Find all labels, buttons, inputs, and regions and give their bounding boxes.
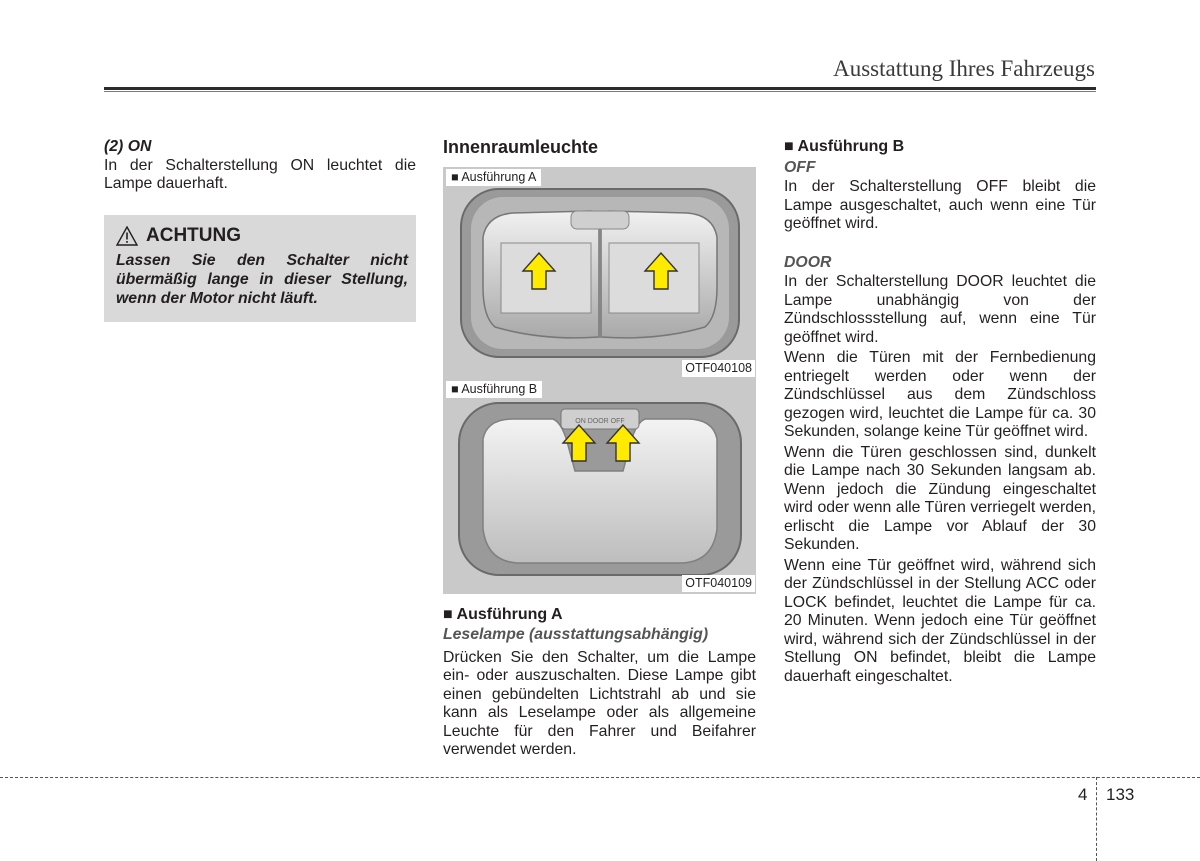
- interior-lamp-a-illustration: [443, 167, 756, 379]
- on-text: In der Schalterstellung ON leuchtet die Lampe dauerhaft.: [104, 156, 416, 192]
- caution-text: Lassen Sie den Schalter nicht übermäßig lange in dieser Stellung, wenn der Motor nicht läuft.: [116, 252, 408, 307]
- door-heading: DOOR: [784, 253, 832, 271]
- caution-box: [104, 215, 416, 322]
- column-left: [104, 138, 416, 194]
- reading-lamp-heading: Leselampe (ausstattungsabhängig): [443, 626, 709, 643]
- header-rule-thin: [104, 91, 1096, 92]
- figure-b-tag: ■ Ausführung B: [446, 381, 542, 398]
- door-text-1: In der Schalterstellung DOOR leuchtet die Lampe unabhängig von der Zündschlossstellung auf, wenn eine Tür geöffnet wird.: [784, 273, 1096, 346]
- figure-a-tag: ■ Ausführung A: [446, 169, 541, 186]
- switch-label: ON DOOR OFF: [575, 417, 625, 425]
- warning-triangle-icon: [116, 226, 138, 246]
- caution-title: ACHTUNG: [146, 225, 241, 246]
- door-text-4: Wenn eine Tür geöffnet wird, während sich der Zündschlüssel in der Stellung ACC oder LOCK befindet, leuchtet die Lampe für ca. 20 Minuten. Wenn jedoch eine Tür geöffnet wird, während sich der Zündschlüssel in der Stellung ON befindet, bleibt die Lampe dauerhaft eingeschaltet.: [784, 556, 1096, 685]
- on-heading: (2) ON: [104, 138, 152, 155]
- footer-vertical-dashed-rule: [1096, 777, 1097, 861]
- off-text: In der Schalterstellung OFF bleibt die Lampe ausgeschaltet, auch wenn eine Tür geöffnet wird.: [784, 178, 1096, 232]
- page-number: 133: [1106, 785, 1135, 804]
- interior-lamp-b-illustration: [443, 379, 756, 594]
- column-middle: [443, 138, 756, 760]
- door-text-2: Wenn die Türen mit der Fernbedienung entriegelt werden oder wenn der Zündschlüssel aus dem Zündschloss gezogen wird, leuchtet die Lampe für ca. 30 Sekunden, solange keine Tür geöffnet wird.: [784, 349, 1096, 440]
- caution-header: [116, 225, 241, 247]
- variant-a-heading: ■ Ausführung A: [443, 605, 563, 623]
- off-heading: OFF: [784, 158, 816, 176]
- figure-variant-b: [443, 379, 756, 594]
- chapter-number: 4: [1078, 785, 1088, 804]
- footer-dashed-rule: [0, 777, 1200, 778]
- figure-variant-a: [443, 167, 756, 379]
- variant-b-heading: ■ Ausführung B: [784, 138, 905, 155]
- figure-a-code: OTF040108: [682, 360, 755, 377]
- reading-lamp-text: Drücken Sie den Schalter, um die Lampe ein- oder auszuschalten. Diese Lampe gibt einen gebündelten Lichtstrahl ab und sie kann als Leselampe oder als allgemeine Leuchte für den Fahrer und Beifahrer verwendet werden.: [443, 648, 756, 758]
- column-right: [784, 138, 1096, 686]
- door-text-3: Wenn die Türen geschlossen sind, dunkelt die Lampe nach 30 Sekunden langsam ab. Wenn jedoch die Zündung eingeschaltet wird oder wenn alle Türen verriegelt werden, erlischt die Lampe vor Ablauf der 30 Sekunden.: [784, 443, 1096, 553]
- running-header: Ausstattung Ihres Fahrzeugs: [833, 56, 1095, 81]
- header-rule: [104, 87, 1096, 90]
- figure-b-code: OTF040109: [682, 575, 755, 592]
- section-title: Innenraumleuchte: [443, 137, 599, 157]
